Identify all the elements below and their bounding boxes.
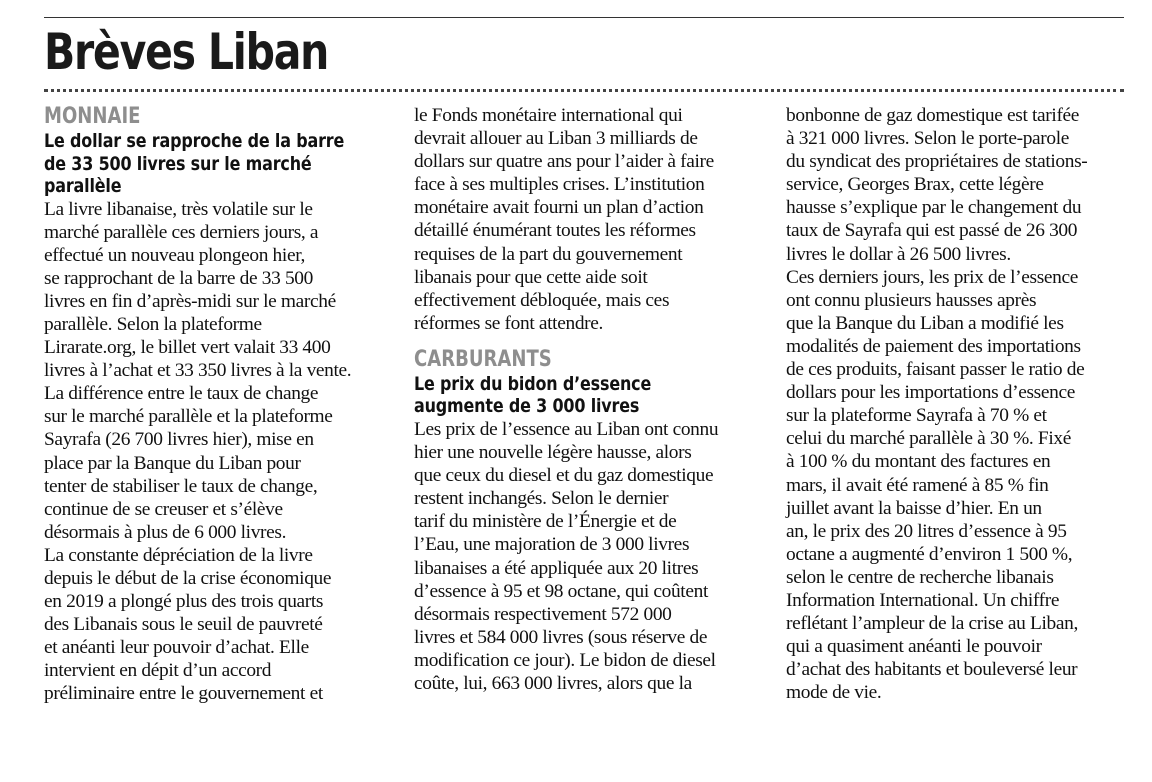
body-line: requises de la part du gouvernement [414, 243, 683, 265]
body-line: La différence entre le taux de change [44, 383, 319, 405]
body-line: ont connu plusieurs hausses après [786, 289, 1037, 311]
body-line: sur la plateforme Sayrafa à 70 % et [786, 405, 1047, 427]
body-line: dollars sur quatre ans pour l’aider à faire [414, 151, 714, 173]
body-line: an, le prix des 20 litres d’essence à 95 [786, 520, 1067, 542]
body-line: reflétant l’ampleur de la crise au Liban, [786, 613, 1078, 635]
body-line: qui a quasiment anéanti le pouvoir [786, 636, 1042, 658]
body-line: celui du marché parallèle à 30 %. Fixé [786, 428, 1071, 450]
body-line: modification ce jour). Le bidon de diesel [414, 649, 716, 671]
top-rule [44, 17, 1124, 18]
body-line: livres à l’achat et 33 350 livres à la vente. [44, 360, 352, 382]
body-line: hier une nouvelle légère hausse, alors [414, 442, 692, 464]
body-line: détaillé énumérant toutes les réformes [414, 220, 696, 242]
body-line: coûte, lui, 663 000 livres, alors que la [414, 672, 692, 694]
column-3 [786, 104, 1130, 704]
body-carburants-part1 [414, 418, 766, 695]
body-line: service, Georges Brax, cette légère [786, 174, 1044, 196]
body-line: tenter de stabiliser le taux de change, [44, 475, 318, 497]
body-line: sur le marché parallèle et la plateforme [44, 406, 333, 428]
body-line: mars, il avait été ramené à 85 % fin [786, 474, 1049, 496]
body-line: modalités de paiement des importations [786, 335, 1081, 357]
column-1 [44, 104, 396, 706]
body-line: continue de se creuser et s’élève [44, 498, 283, 520]
body-line: d’achat des habitants et bouleversé leur [786, 659, 1078, 681]
body-line: depuis le début de la crise économique [44, 568, 332, 589]
body-line: selon le centre de recherche libanais [786, 566, 1054, 588]
body-line: désormais respectivement 572 000 [414, 603, 672, 625]
body-line: mode de vie. [786, 682, 882, 704]
headline-monnaie [44, 130, 396, 198]
body-line: dollars pour les importations d’essence [786, 382, 1075, 404]
body-line: Sayrafa (26 700 livres hier), mise en [44, 429, 314, 451]
body-line: livres en fin d’après-midi sur le marché [44, 290, 336, 312]
column-2 [414, 104, 766, 695]
body-line: libanaises a été appliquée aux 20 litres [414, 557, 699, 579]
body-monnaie-part2 [414, 104, 766, 335]
body-line: devrait allouer au Liban 3 milliards de [414, 128, 698, 150]
dotted-divider [44, 89, 1124, 92]
body-line: restent inchangés. Selon le dernier [414, 488, 669, 510]
kicker-monnaie: MONNAIE [44, 104, 141, 129]
body-line: octane a augmenté d’environ 1 500 %, [786, 543, 1073, 565]
body-line: Lirarate.org, le billet vert valait 33 400 [44, 337, 331, 359]
body-line: du syndicat des propriétaires de stations- [786, 151, 1088, 173]
body-line: intervient en dépit d’un accord [44, 660, 272, 682]
body-carburants-part2 [786, 104, 1130, 704]
body-line: réformes se font attendre. [414, 312, 604, 334]
body-line: hausse s’explique par le changement du [786, 197, 1082, 219]
body-line: monétaire avait fourni un plan d’action [414, 197, 704, 219]
body-line: que la Banque du Liban a modifié les [786, 312, 1064, 334]
body-line: La constante dépréciation de la livre [44, 544, 313, 566]
headline-line: Le prix du bidon d’essence [414, 372, 652, 395]
body-line: le Fonds monétaire international qui [414, 105, 683, 126]
body-line: de ces produits, faisant passer le ratio de [786, 359, 1085, 381]
body-line: livres le dollar à 26 500 livres. [786, 243, 1011, 265]
headline-line: parallèle [44, 175, 122, 197]
body-line: en 2019 a plongé plus des trois quarts [44, 591, 324, 613]
body-line: marché parallèle ces derniers jours, a [44, 221, 319, 243]
body-line: des Libanais sous le seuil de pauvreté [44, 614, 323, 636]
body-line: désormais à plus de 6 000 livres. [44, 521, 287, 543]
body-line: bonbonne de gaz domestique est tarifée [786, 105, 1080, 126]
body-line: à 321 000 livres. Selon le porte-parole [786, 128, 1070, 150]
headline-line: Le dollar se rapproche de la barre [44, 130, 345, 152]
body-line: effectué un nouveau plongeon hier, [44, 244, 306, 266]
body-line: tarif du ministère de l’Énergie et de [414, 511, 677, 533]
body-line: livres et 584 000 livres (sous réserve de [414, 626, 708, 648]
headline-line: augmente de 3 000 livres [414, 395, 640, 418]
body-line: effectivement débloquée, mais ces [414, 289, 670, 311]
body-line: d’essence à 95 et 98 octane, qui coûtent [414, 580, 708, 602]
headline-carburants [414, 373, 766, 418]
body-line: juillet avant la baisse d’hier. En un [786, 497, 1042, 519]
body-line: taux de Sayrafa qui est passé de 26 300 [786, 220, 1078, 242]
body-line: Les prix de l’essence au Liban ont connu [414, 418, 719, 440]
body-line: parallèle. Selon la plateforme [44, 313, 262, 335]
body-monnaie-part1 [44, 198, 396, 706]
kicker-carburants: CARBURANTS [414, 346, 552, 372]
body-line: et anéanti leur pouvoir d’achat. Elle [44, 637, 309, 659]
section-title: Brèves Liban [44, 23, 329, 81]
body-line: préliminaire entre le gouvernement et [44, 683, 323, 705]
body-line: à 100 % du montant des factures en [786, 451, 1051, 473]
headline-line: de 33 500 livres sur le marché [44, 152, 312, 175]
body-line: libanais pour que cette aide soit [414, 266, 648, 288]
body-line: Information International. Un chiffre [786, 589, 1060, 611]
body-line: l’Eau, une majoration de 3 000 livres [414, 534, 690, 556]
body-line: que ceux du diesel et du gaz domestique [414, 465, 714, 487]
body-line: face à ses multiples crises. L’institution [414, 174, 705, 196]
body-line: Ces derniers jours, les prix de l’essence [786, 266, 1079, 288]
article-gap [414, 335, 766, 347]
body-line: La livre libanaise, très volatile sur le [44, 198, 313, 220]
body-line: place par la Banque du Liban pour [44, 452, 301, 474]
body-line: se rapprochant de la barre de 33 500 [44, 267, 313, 289]
